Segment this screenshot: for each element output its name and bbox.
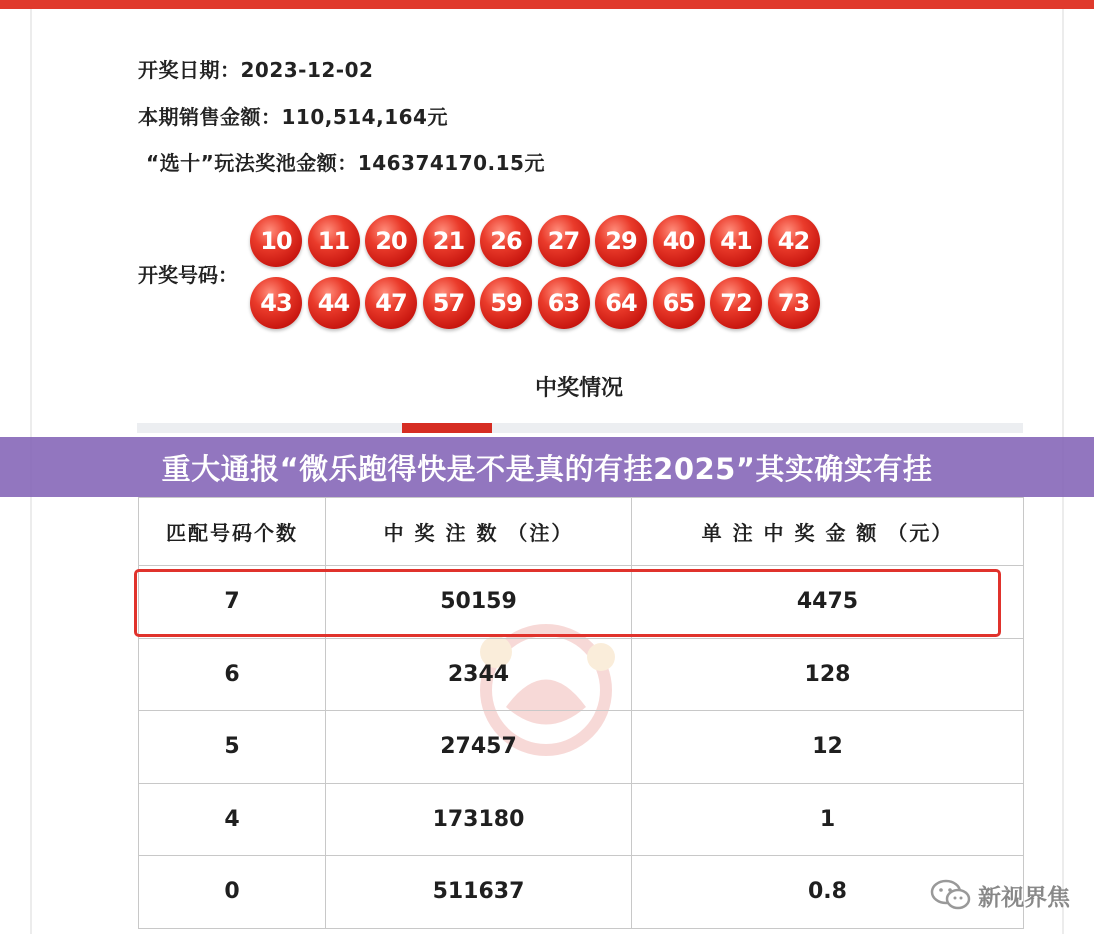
prize-table — [138, 497, 1024, 929]
number-ball: 41 — [710, 215, 762, 267]
number-ball: 43 — [250, 277, 302, 329]
winners-cell: 2344 — [326, 638, 632, 711]
top-accent-bar — [0, 0, 1094, 9]
number-ball: 59 — [480, 277, 532, 329]
wechat-icon — [930, 878, 972, 912]
prize-cell: 128 — [632, 638, 1024, 711]
column-header-prize: 单 注 中 奖 金 额 （元） — [632, 498, 1024, 566]
winners-cell: 50159 — [326, 566, 632, 639]
number-ball: 21 — [423, 215, 475, 267]
number-ball: 11 — [308, 215, 360, 267]
number-ball: 27 — [538, 215, 590, 267]
source-watermark — [930, 878, 1070, 912]
winners-cell: 511637 — [326, 856, 632, 929]
number-ball: 47 — [365, 277, 417, 329]
match-count-cell: 4 — [139, 783, 326, 856]
match-count-cell: 0 — [139, 856, 326, 929]
table-top-accent — [402, 423, 492, 433]
number-ball: 64 — [595, 277, 647, 329]
table-row — [139, 638, 1024, 711]
prize-cell: 12 — [632, 711, 1024, 784]
number-ball: 29 — [595, 215, 647, 267]
prize-cell: 1 — [632, 783, 1024, 856]
draw-number-balls — [250, 215, 830, 335]
draw-date: 开奖日期：2023-12-02 — [138, 58, 374, 82]
number-ball: 20 — [365, 215, 417, 267]
headline-banner[interactable] — [0, 437, 1094, 497]
match-count-cell: 5 — [139, 711, 326, 784]
prize-cell: 4475 — [632, 566, 1024, 639]
table-header-row — [139, 498, 1024, 566]
number-ball: 26 — [480, 215, 532, 267]
table-row — [139, 783, 1024, 856]
prize-pool: “选十”玩法奖池金额：146374170.15元 — [146, 151, 545, 175]
winners-cell: 173180 — [326, 783, 632, 856]
number-ball: 72 — [710, 277, 762, 329]
number-ball: 42 — [768, 215, 820, 267]
match-count-cell: 6 — [139, 638, 326, 711]
column-header-match-count: 匹配号码个数 — [139, 498, 326, 566]
number-ball: 65 — [653, 277, 705, 329]
table-top-strip — [137, 423, 1023, 433]
sales-amount: 本期销售金额：110,514,164元 — [138, 105, 448, 129]
table-row — [139, 711, 1024, 784]
number-ball: 44 — [308, 277, 360, 329]
number-ball: 63 — [538, 277, 590, 329]
table-row — [139, 856, 1024, 929]
number-ball: 40 — [653, 215, 705, 267]
number-ball: 10 — [250, 215, 302, 267]
column-header-winners: 中 奖 注 数 （注） — [326, 498, 632, 566]
number-ball: 57 — [423, 277, 475, 329]
draw-numbers-label: 开奖号码： — [138, 263, 238, 287]
prize-cell: 0.8 — [632, 856, 1024, 929]
winners-cell: 27457 — [326, 711, 632, 784]
source-name: 新视界焦 — [978, 884, 1070, 911]
number-ball: 73 — [768, 277, 820, 329]
prize-section-title: 中奖情况 — [534, 376, 623, 401]
table-row — [139, 566, 1024, 639]
match-count-cell: 7 — [139, 566, 326, 639]
banner-text: 重大通报“微乐跑得快是不是真的有挂2025”其实确实有挂 — [161, 451, 933, 486]
